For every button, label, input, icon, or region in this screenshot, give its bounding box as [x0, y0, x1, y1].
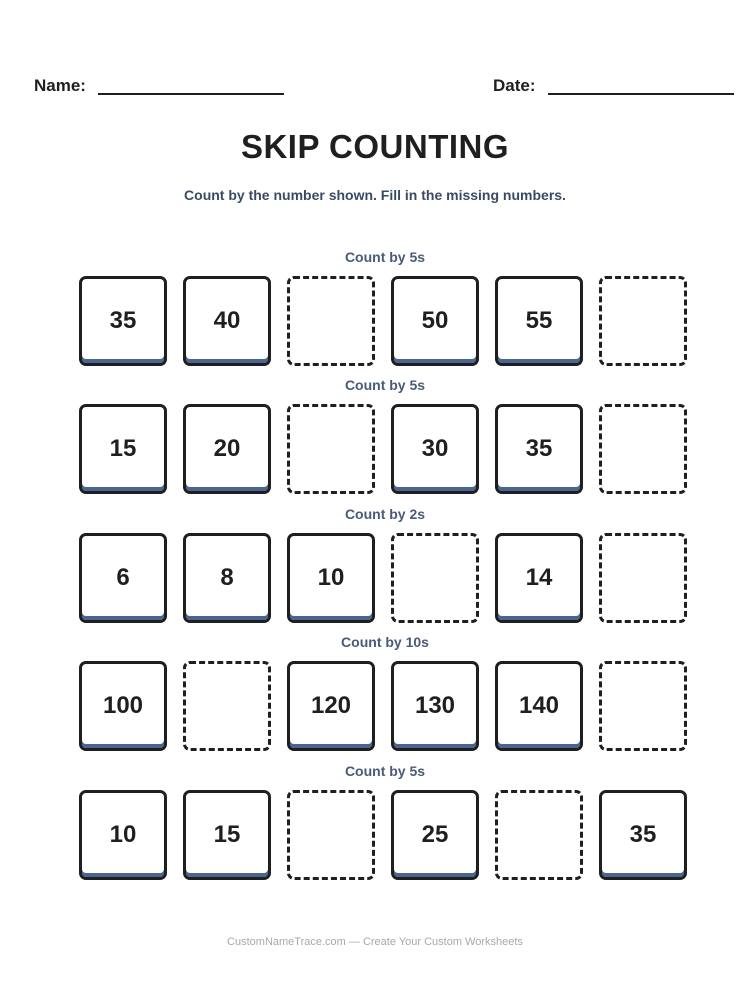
number-box: 50 [391, 276, 479, 366]
number-box: 130 [391, 661, 479, 751]
blank-answer-box[interactable] [287, 276, 375, 366]
date-write-line[interactable] [548, 93, 734, 95]
number-box: 25 [391, 790, 479, 880]
worksheet-instructions: Count by the number shown. Fill in the missing numbers. [184, 187, 566, 203]
worksheet-footer: CustomNameTrace.com — Create Your Custom Worksheets [227, 936, 523, 948]
blank-answer-box[interactable] [391, 533, 479, 623]
name-field [34, 76, 284, 96]
number-box: 55 [495, 276, 583, 366]
date-label: Date: [493, 76, 536, 95]
date-field [493, 76, 734, 96]
number-box: 6 [79, 533, 167, 623]
number-box: 20 [183, 404, 271, 494]
name-label: Name: [34, 76, 86, 95]
row-label: Count by 5s [344, 377, 426, 393]
blank-answer-box[interactable] [287, 790, 375, 880]
row-label: Count by 5s [344, 249, 426, 265]
number-box: 15 [79, 404, 167, 494]
number-box: 8 [183, 533, 271, 623]
blank-answer-box[interactable] [495, 790, 583, 880]
name-write-line[interactable] [98, 93, 284, 95]
row-label: Count by 10s [341, 634, 429, 650]
row-label: Count by 5s [344, 763, 426, 779]
blank-answer-box[interactable] [183, 661, 271, 751]
number-box: 15 [183, 790, 271, 880]
number-box: 10 [287, 533, 375, 623]
worksheet-title: SKIP COUNTING [240, 128, 510, 165]
blank-answer-box[interactable] [599, 533, 687, 623]
number-box: 35 [79, 276, 167, 366]
number-box: 100 [79, 661, 167, 751]
number-box: 35 [495, 404, 583, 494]
row-label: Count by 2s [344, 506, 426, 522]
number-box: 40 [183, 276, 271, 366]
number-box: 35 [599, 790, 687, 880]
number-box: 10 [79, 790, 167, 880]
worksheet-header [34, 76, 736, 98]
number-box: 120 [287, 661, 375, 751]
number-box: 14 [495, 533, 583, 623]
blank-answer-box[interactable] [599, 661, 687, 751]
blank-answer-box[interactable] [599, 276, 687, 366]
blank-answer-box[interactable] [599, 404, 687, 494]
number-box: 140 [495, 661, 583, 751]
number-box: 30 [391, 404, 479, 494]
blank-answer-box[interactable] [287, 404, 375, 494]
